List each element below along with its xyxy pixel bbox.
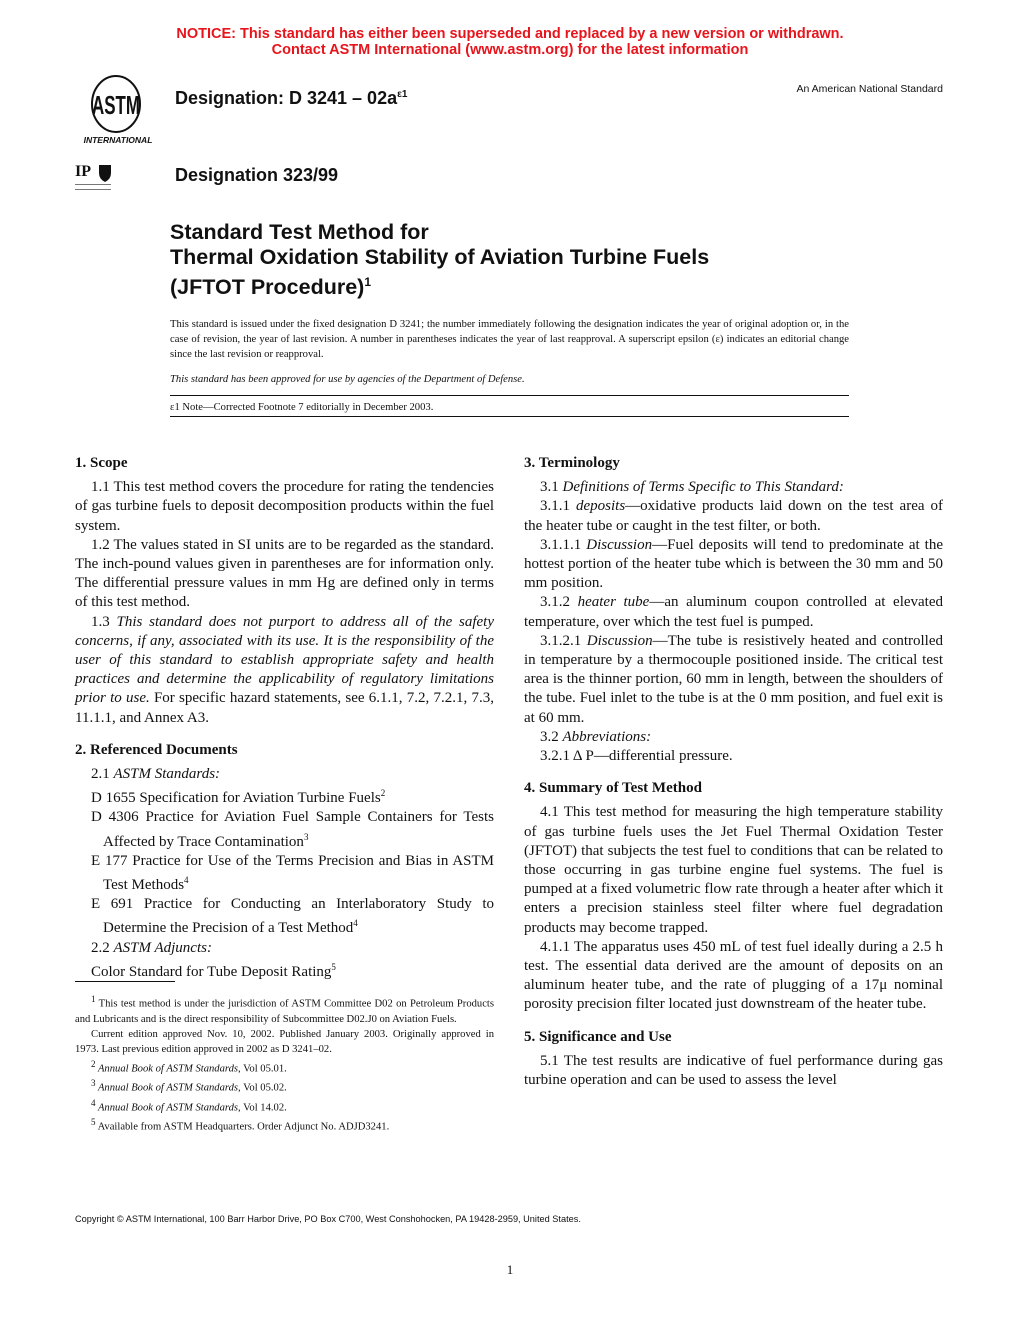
- text-run: D 1655 Specification for Aviation Turbine Fuels: [91, 790, 381, 807]
- document-title: Standard Test Method for Thermal Oxidation Stability of Aviation Turbine Fuels (JFTOT Procedure)$^1$: [170, 220, 710, 300]
- paragraph: [524, 593, 943, 631]
- text-run: —Fuel deposits will tend to predominate at the hottest portion of the heater tube which is between the 30 mm and 50 mm position.: [524, 536, 943, 592]
- text-run: Abbreviations:: [562, 728, 652, 745]
- svg-text:IP: IP: [75, 163, 91, 180]
- ip-designation: Designation 323/99: [175, 165, 339, 185]
- text-run: 2.1: [91, 766, 114, 783]
- text-run: Color Standard for Tube Deposit Rating: [91, 963, 332, 980]
- text-run: 1.1 This test method covers the procedure for rating the tendencies of gas turbine fuels to deposit decomposition products within the fuel system.: [75, 479, 494, 534]
- text-run: 2: [91, 1058, 96, 1069]
- text-run: 2. Referenced Documents: [75, 741, 238, 758]
- text-run: Available from ASTM Headquarters. Order Adjunct No. ADJD3241.: [95, 1121, 390, 1133]
- editorial-note: ε1 Note—Corrected Footnote 7 editorially in December 2003.: [170, 402, 434, 413]
- text-run: 4: [353, 918, 358, 929]
- text-run: 1.3: [91, 613, 117, 630]
- reference-item: [75, 958, 494, 982]
- paragraph: [75, 765, 494, 784]
- paragraph: [524, 728, 943, 747]
- footnote: [75, 1027, 494, 1057]
- footnote-rule: [75, 981, 175, 982]
- left-column: [75, 454, 494, 982]
- text-run: 1.2 The values stated in SI units are to be regarded as the standard. The inch-pound values given in parentheses are for information only. The differential pressure values in mm Hg are defined only in terms of this test method.: [75, 536, 494, 611]
- paragraph: [75, 939, 494, 958]
- text-run: deposits: [576, 498, 626, 515]
- footnote: [75, 992, 494, 1027]
- intro-block: [170, 317, 849, 387]
- section-heading: [524, 454, 943, 473]
- text-run: 3.1.2: [540, 594, 578, 611]
- section-heading: [75, 741, 494, 760]
- section-heading: [524, 779, 943, 798]
- paragraph: [524, 497, 943, 535]
- text-run: 4.1.1 The apparatus uses 450 mL of test fuel ideally during a 2.5 h test. The essential data derived are the amount of deposits on an aluminum heater tube, and the rate of plugging of a 17μ nominal porosity precision filter located just downstream of the heater tube.: [524, 938, 943, 1013]
- paragraph: [524, 803, 943, 937]
- divider: [170, 416, 849, 417]
- svg-text:INTERNATIONAL: INTERNATIONAL: [83, 135, 153, 145]
- text-run: Annual Book of ASTM Standards: [95, 1063, 239, 1075]
- text-run: E 691 Practice for Conducting an Interlaboratory Study to Determine the Precision of a Test Method: [91, 896, 494, 937]
- footnote: [75, 1076, 494, 1096]
- notice-line-2: Contact ASTM International (www.astm.org) for the latest information: [271, 42, 749, 58]
- text-run: 4. Summary of Test Method: [524, 780, 702, 797]
- paragraph: [75, 613, 494, 728]
- text-run: 2: [380, 788, 386, 799]
- text-run: This test method is under the jurisdiction of ASTM Committee D02 on Petroleum Products and Lubricants and is the direct responsibility of Subcommittee D02.J0 on Aviation Fuels.: [75, 998, 494, 1025]
- text-run: , Vol 05.01.: [238, 1063, 287, 1075]
- text-run: 1. Scope: [75, 455, 128, 471]
- paragraph: [524, 747, 943, 766]
- paragraph: [524, 536, 943, 594]
- text-run: 3.1.2.1: [540, 632, 587, 649]
- paragraph: [524, 632, 943, 728]
- text-run: E 177 Practice for Use of the Terms Precision and Bias in ASTM Test Methods: [91, 852, 494, 894]
- right-column: [524, 454, 943, 1090]
- text-run: 4.1 This test method for measuring the high temperature stability of gas turbine fuels uses the Jet Fuel Thermal Oxidation Tester (JFTOT) that subjects the test fuel to conditions that can be related to those occurring in gas turbine engine fuel systems. The fuel is pumped at a fixed volumetric flow rate through a heater after which it enters a precision stainless steel filter where fuel degradation products may become trapped.: [524, 804, 944, 936]
- text-run: 5: [91, 1117, 96, 1128]
- footnote: [75, 1096, 494, 1116]
- ip-logo: [75, 160, 115, 194]
- text-run: ASTM Adjuncts:: [113, 939, 212, 956]
- reference-item: [75, 808, 494, 851]
- text-run: Current edition approved Nov. 10, 2002. Published January 2003. Originally approved in 1973. Last previous edition approved in 2002 as D 3241–02.: [75, 1028, 494, 1055]
- footnotes: [75, 992, 494, 1135]
- text-run: This standard does not purport to address all of the safety concerns, if any, associated with its use. It is the responsibility of the user of this standard to establish appropriate safety and health practices and determine the applicability of regulatory limitations prior to use.: [75, 613, 495, 707]
- text-run: 1: [91, 994, 96, 1004]
- text-run: 3.2.1 Δ P—differential pressure.: [540, 748, 733, 765]
- paragraph: [524, 1052, 943, 1090]
- text-run: 3: [303, 831, 309, 842]
- text-run: Definitions of Terms Specific to This Standard:: [562, 479, 844, 496]
- text-run: For specific hazard statements, see 6.1.1, 7.2, 7.2.1, 7.3, 11.1.1, and Annex A3.: [75, 690, 494, 726]
- text-run: 4: [184, 875, 189, 886]
- american-national-standard-label: An American National Standard: [796, 83, 943, 95]
- supersede-notice: [0, 26, 1020, 58]
- text-run: —an aluminum coupon controlled at elevated temperature, over which the test fuel is pumped.: [524, 594, 943, 630]
- text-run: Discussion: [586, 632, 653, 649]
- notice-line-1: NOTICE: This standard has either been superseded and replaced by a new version or withdrawn.: [176, 26, 844, 42]
- text-run: , Vol 14.02.: [238, 1102, 287, 1114]
- page-number: 1: [506, 1262, 514, 1277]
- text-run: Discussion: [586, 536, 653, 553]
- text-run: 3.1.1.1: [540, 536, 587, 553]
- text-run: ASTM Standards:: [113, 766, 221, 783]
- text-run: —The tube is resistively heated and controlled in temperature by a thermocouple positioned inside. The critical test area is the thinner portion, 60 mm in length, between the shoulders of the tube. Fuel inlet to the tube is at the 0 mm position, and fuel exit is at 60 mm.: [524, 632, 943, 726]
- divider: [170, 395, 849, 396]
- reference-item: [75, 784, 494, 808]
- paragraph: [75, 478, 494, 536]
- paragraph: [524, 478, 943, 497]
- reference-item: [75, 852, 494, 895]
- footnote: [75, 1115, 494, 1135]
- footnote: [75, 1057, 494, 1077]
- paragraph: [524, 938, 943, 1015]
- text-run: 3.2: [540, 728, 563, 745]
- section-heading: [524, 1028, 943, 1047]
- dod-approval: This standard has been approved for use by agencies of the Department of Defense.: [170, 374, 525, 385]
- astm-logo: [76, 72, 160, 148]
- text-run: 5.1 The test results are indicative of fuel performance during gas turbine operation and can be used to assess the level: [524, 1052, 943, 1089]
- text-run: 3.1: [540, 479, 563, 496]
- text-run: —oxidative products laid down on the test area of the heater tube or caught in the test filter, or both.: [524, 498, 944, 534]
- text-run: Annual Book of ASTM Standards: [95, 1102, 239, 1114]
- text-run: 4: [91, 1097, 96, 1108]
- paragraph: [75, 536, 494, 613]
- text-run: 3. Terminology: [524, 455, 620, 471]
- text-run: 2.2: [91, 939, 114, 956]
- issuance-statement: This standard is issued under the fixed designation D 3241; the number immediately following the designation indicates the year of original adoption or, in the case of revision, the year of last revision. A number in parentheses indicates the year of last reapproval. A superscript epsilon (ε) indicates an editorial change since the last revision or reapproval.: [170, 319, 849, 360]
- text-run: 5: [331, 961, 336, 972]
- text-run: 3: [91, 1078, 96, 1089]
- reference-item: [75, 895, 494, 938]
- text-run: Annual Book of ASTM Standards: [95, 1082, 239, 1094]
- text-run: 5. Significance and Use: [524, 1028, 672, 1045]
- section-heading: [75, 454, 494, 473]
- svg-text:ASTM: ASTM: [92, 90, 140, 120]
- copyright: Copyright © ASTM International, 100 Barr Harbor Drive, PO Box C700, West Conshohocken, PA 19428-2959, United States.: [75, 1214, 581, 1224]
- text-run: heater tube: [577, 594, 650, 611]
- text-run: 3.1.1: [540, 498, 576, 515]
- astm-designation: Designation: D $3241 - 02a^{\varepsilon 1}$: [175, 88, 408, 108]
- text-run: D 4306 Practice for Aviation Fuel Sample Containers for Tests Affected by Trace Contamination: [91, 809, 494, 850]
- text-run: , Vol 05.02.: [238, 1082, 287, 1094]
